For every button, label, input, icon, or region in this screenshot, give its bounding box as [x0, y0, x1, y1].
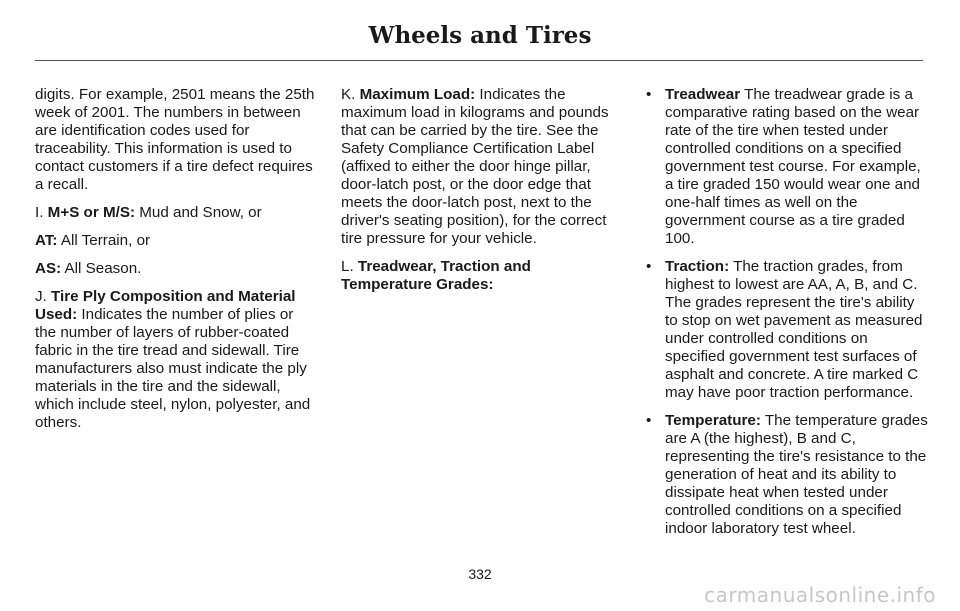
term-text: Indicates the number of plies or the number of layers of rubber-coated fabric in the tire tread and sidewall. Tire manufacturers also must indicate the ply materials in the tire and the sidewall, which include steel, nylon, polyester, and others. [35, 306, 311, 431]
paragraph-ply-composition [35, 288, 318, 432]
watermark-text: carmanualsonline.info [704, 583, 936, 607]
term-label: Temperature: [665, 412, 761, 429]
term-text: Mud and Snow, or [135, 204, 262, 221]
term-text: Indicates the maximum load in kilograms and pounds that can be carried by the tire. See the Safety Compliance Certification Label (affixed to either the door hinge pillar, door-latch post, or the door edge that meets the door-latch post, next to the driver's seating position), for the correct tire pressure for your vehicle. [341, 86, 609, 247]
bullet-icon: • [646, 258, 652, 275]
list-item-temperature [645, 412, 928, 538]
term-text: The traction grades, from highest to lowest are AA, A, B, and C. The grades represent the tire's ability to stop on wet pavement as measured under controlled conditions on specified government test surfaces of asphalt and concrete. A tire marked C may have poor traction performance. [665, 258, 923, 401]
column-right [645, 86, 928, 548]
watermark [0, 583, 960, 607]
paragraph-all-season [35, 260, 318, 278]
term-label: Maximum Load: [359, 86, 476, 103]
term-text: The temperature grades are A (the highest), B and C, representing the tire's resistance to the generation of heat and its ability to dissipate heat when tested under controlled conditions on a specified indoor laboratory test wheel. [665, 412, 928, 537]
paragraph-date-code: digits. For example, 2501 means the 25th week of 2001. The numbers in between are identification codes used for traceability. This information is used to contact customers if a tire defect requires a recall. [35, 86, 315, 193]
item-prefix: K. [341, 86, 360, 103]
term-label: M+S or M/S: [47, 204, 136, 221]
paragraph-all-terrain [35, 232, 318, 250]
paragraph-mud-snow [35, 204, 318, 222]
bullet-icon: • [646, 86, 652, 103]
term-label: Treadwear [665, 86, 741, 103]
item-prefix: L. [341, 258, 358, 275]
paragraph-maximum-load [341, 86, 624, 248]
list-item-traction [645, 258, 928, 402]
term-label: AS: [35, 260, 62, 277]
term-text: The treadwear grade is a comparative rating based on the wear rate of the tire when tested under controlled conditions on a specified government test course. For example, a tire graded 150 would wear one and one-half times as well on the government course as a tire graded 100. [665, 86, 921, 247]
bullet-icon: • [646, 412, 652, 429]
term-label: Treadwear, Traction and Temperature Grades: [341, 258, 531, 293]
page-number: 332 [468, 566, 492, 582]
term-text: All Terrain, or [57, 232, 151, 249]
header-divider [35, 60, 923, 61]
term-label: Traction: [665, 258, 730, 275]
term-text: All Season. [61, 260, 142, 277]
item-prefix: J. [35, 288, 52, 305]
term-label: Tire Ply Composition and Material Used: [35, 288, 296, 323]
item-prefix: I. [35, 204, 48, 221]
paragraph-grades-heading [341, 258, 624, 294]
column-left [35, 86, 318, 442]
column-middle [341, 86, 624, 304]
page-title: Wheels and Tires [368, 22, 592, 49]
list-item-treadwear [645, 86, 928, 248]
term-label: AT: [35, 232, 58, 249]
